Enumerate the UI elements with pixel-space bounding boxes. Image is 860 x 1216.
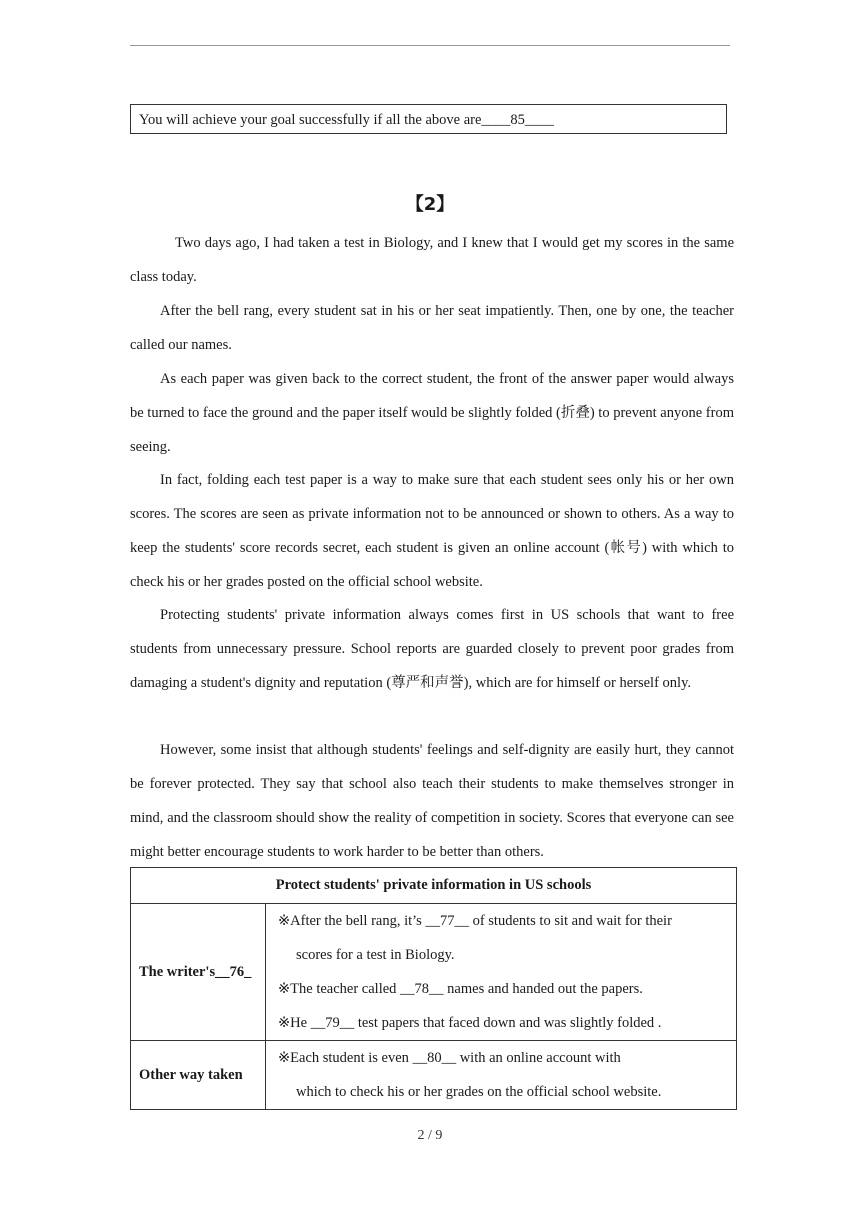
header-rule bbox=[130, 45, 730, 46]
paragraph-4: In fact, folding each test paper is a way to make sure that each student sees only his or her own scores. The scores are seen as private information not to be announced or shown to others. As a way to keep the students' score records secret, each student is given an online account (帐号) with which to check his or her grades posted on the official school website. bbox=[130, 472, 734, 590]
text: ※After the bell rang, it’s bbox=[278, 913, 426, 929]
line-77-cont: scores for a test in Biology. bbox=[296, 947, 455, 963]
row-content-other bbox=[266, 1041, 737, 1110]
text: ※Each student is even bbox=[278, 1050, 413, 1066]
line-77 bbox=[278, 904, 730, 938]
blank-77: __77__ bbox=[425, 913, 469, 929]
label-text: The writer's bbox=[139, 963, 216, 980]
blank-78: __78__ bbox=[400, 981, 444, 997]
text: with an online account with bbox=[456, 1050, 621, 1066]
row-label-writers bbox=[131, 904, 266, 1041]
paragraph-5: Protecting students' private information always comes first in US schools that want to free students from unnecessary pressure. School reports are guarded closely to prevent poor grades from damaging a student's dignity and reputation (尊严和声誉), which are for himself or herself only. bbox=[130, 607, 734, 691]
paragraph-1: Two days ago, I had taken a test in Biology, and I knew that I would get my scores in the same class today. bbox=[130, 235, 734, 285]
row-label-other: Other way taken bbox=[131, 1041, 266, 1110]
info-table bbox=[130, 867, 737, 1110]
text: ※He bbox=[278, 1015, 311, 1031]
text: of students to sit and wait for their bbox=[468, 913, 672, 929]
line-80-cont: which to check his or her grades on the official school website. bbox=[296, 1084, 662, 1100]
blank-85: ____85____ bbox=[481, 112, 554, 128]
paragraph-6: However, some insist that although students' feelings and self-dignity are easily hurt, they cannot be forever protected. They say that school also teach their students to make themselves stronger in mind, and the classroom should show the reality of competition in society. Scores that everyone can see might better encourage students to work harder to be better than others. bbox=[130, 742, 734, 860]
blank-80: __80__ bbox=[412, 1050, 457, 1066]
paragraph-3: As each paper was given back to the correct student, the front of the answer paper would always be turned to face the ground and the paper itself would be slightly folded (折叠) to prevent anyone from seeing. bbox=[130, 371, 734, 455]
line-78 bbox=[278, 972, 730, 1006]
blank-76: __76_ bbox=[215, 963, 252, 980]
section-title: 【2】 bbox=[405, 194, 455, 215]
blank-79: __79__ bbox=[310, 1015, 355, 1031]
table-title: Protect students' private information in US schools bbox=[131, 868, 737, 904]
text: ※The teacher called bbox=[278, 981, 401, 997]
box-text: You will achieve your goal successfully if all the above are bbox=[139, 112, 482, 128]
page-number: 2 / 9 bbox=[417, 1128, 443, 1143]
paragraph-2: After the bell rang, every student sat in his or her seat impatiently. Then, one by one, the teacher called our names. bbox=[130, 303, 734, 353]
text: test papers that faced down and was slightly folded . bbox=[354, 1015, 662, 1031]
row-content-writers bbox=[266, 904, 737, 1041]
text: names and handed out the papers. bbox=[443, 981, 643, 997]
line-79 bbox=[278, 1006, 730, 1040]
line-80 bbox=[278, 1041, 730, 1075]
question-85-box bbox=[130, 104, 727, 134]
